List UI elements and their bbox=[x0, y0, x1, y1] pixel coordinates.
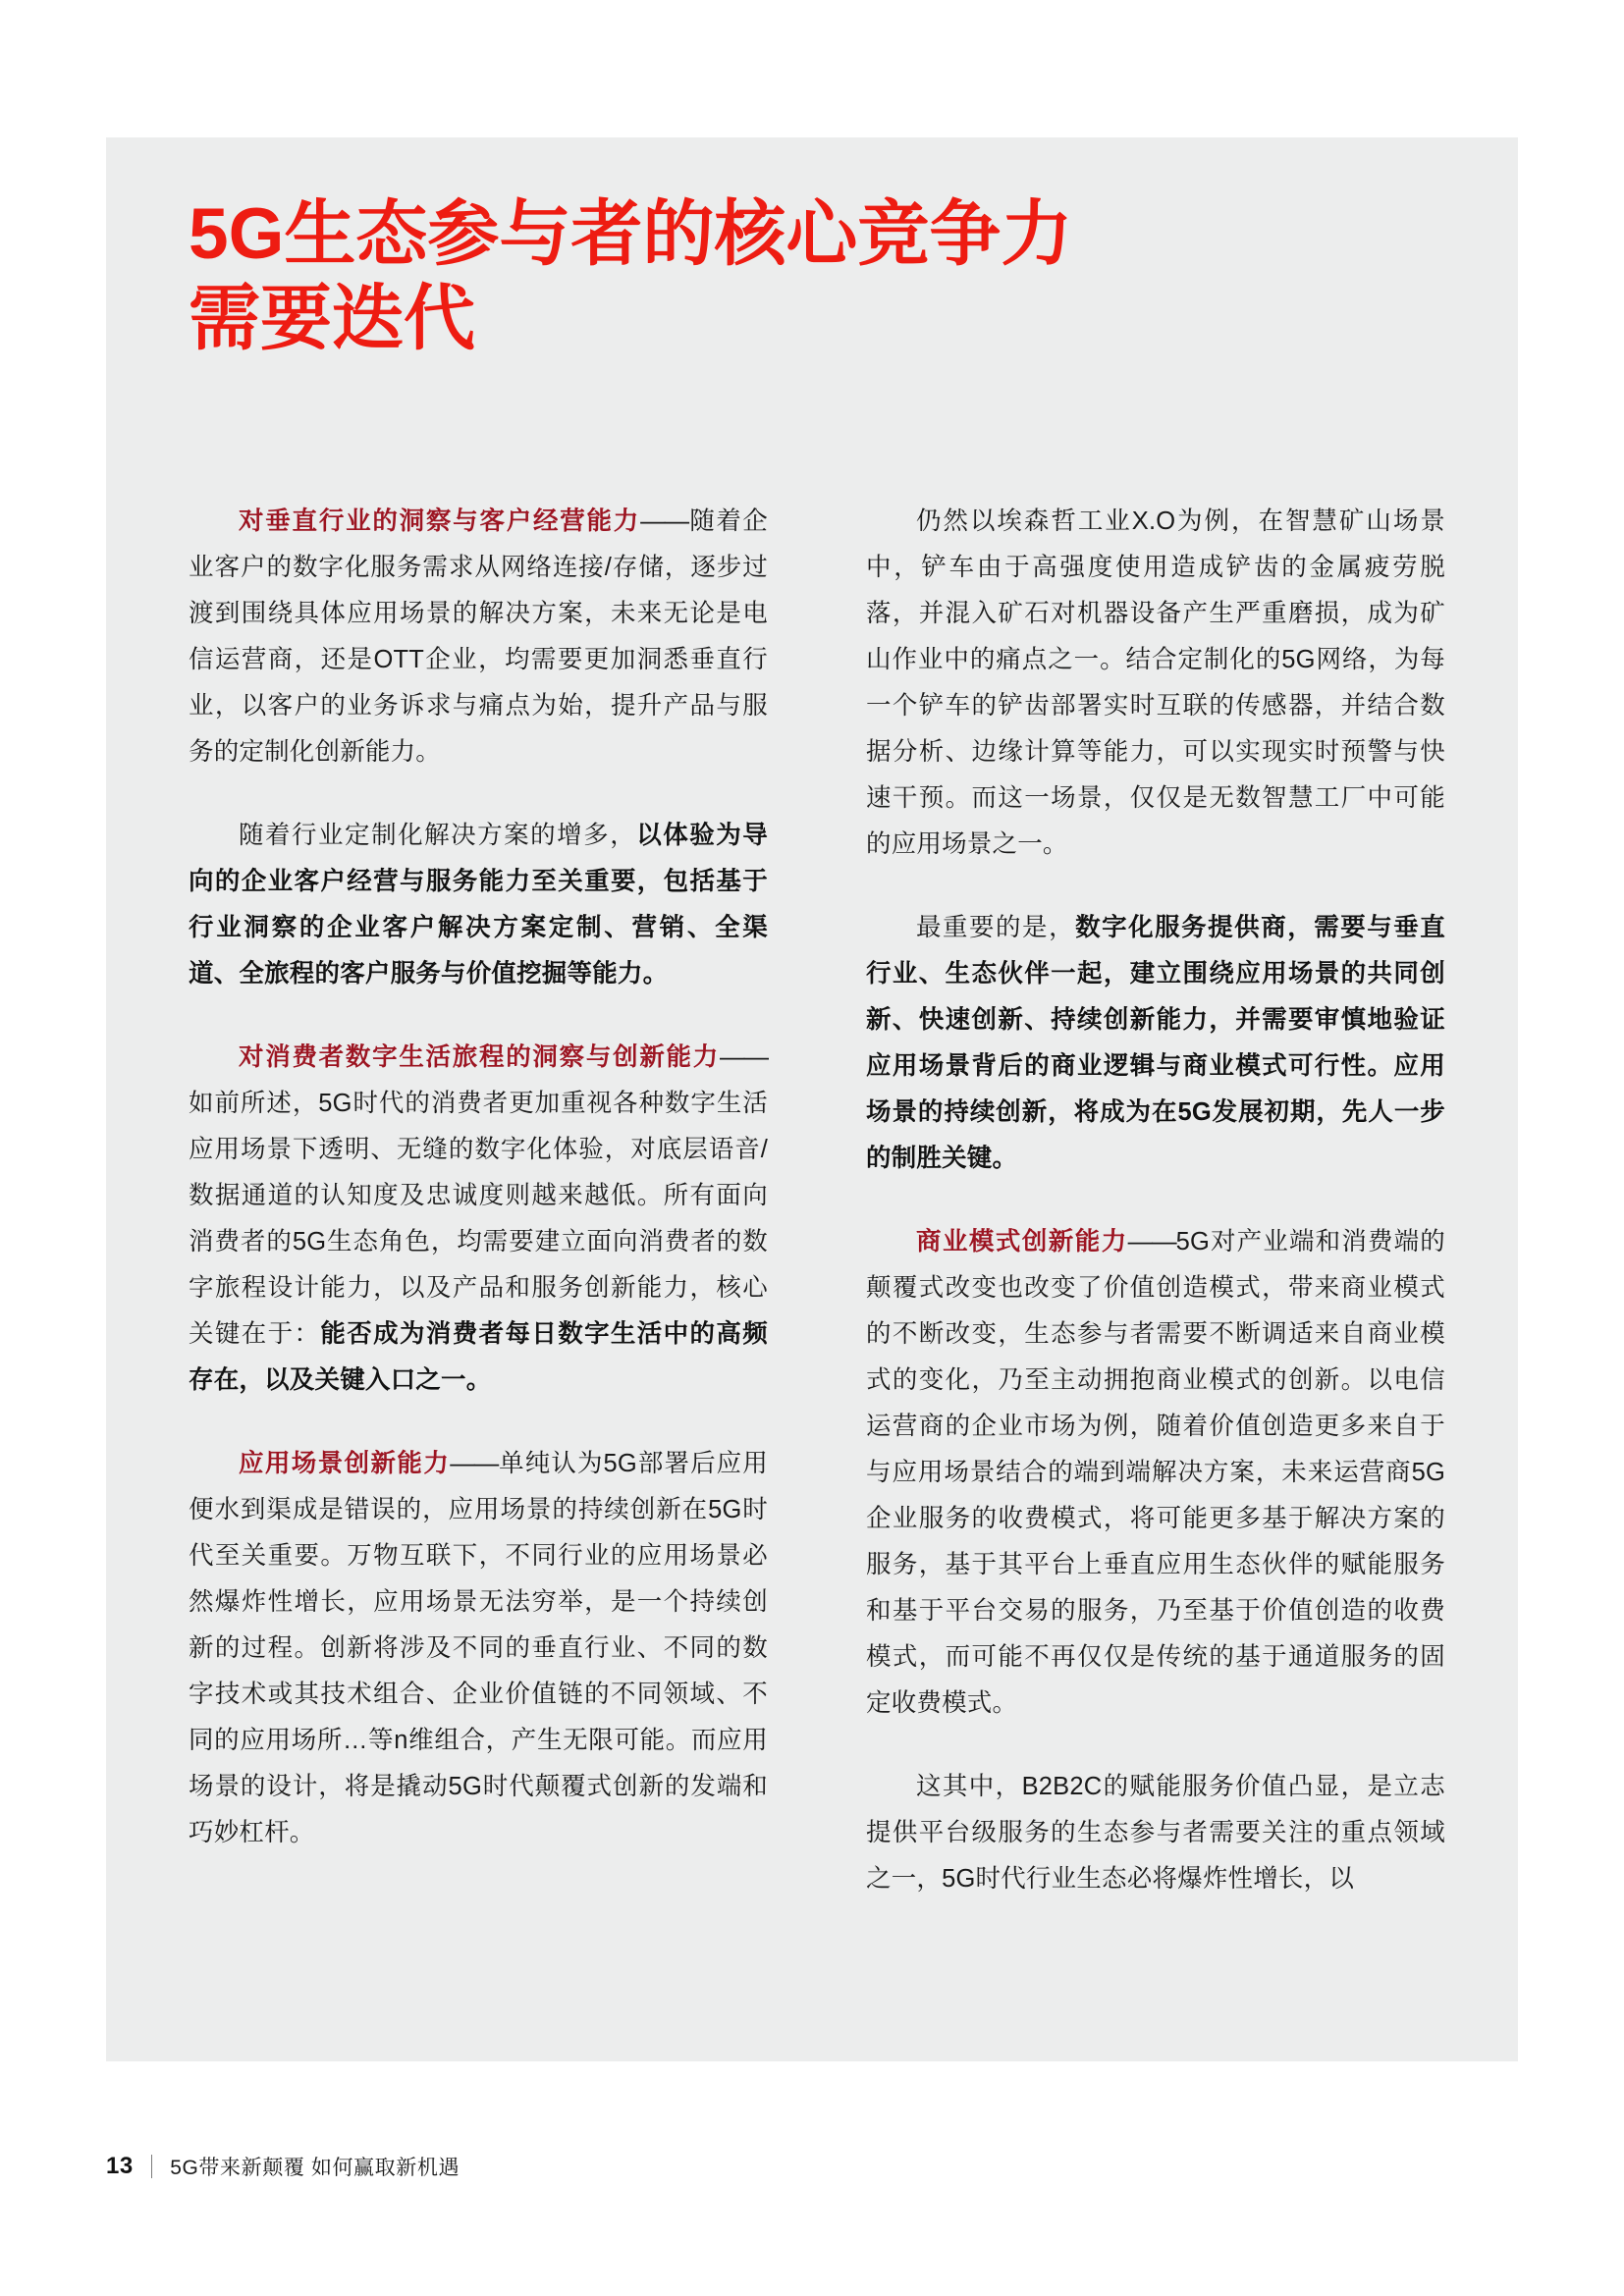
paragraph-scenario-innovation bbox=[189, 1441, 768, 1856]
page-footer bbox=[106, 2150, 460, 2183]
page-number: 13 bbox=[106, 2153, 134, 2179]
page-title-line-1: 5G生态参与者的核心竞争力 bbox=[189, 194, 1073, 274]
paragraph-most-important bbox=[866, 905, 1445, 1182]
paragraph-body: 随着企业客户的数字化服务需求从网络连接/存储，逐步过渡到围绕具体应用场景的解决方案，未来无论是电信运营商，还是OTT企业，均需要更加洞悉垂直行业，以客户的业务诉求与痛点为始，提升产品与服务的定制化创新能力。 bbox=[189, 507, 768, 766]
paragraph-body: 单纯认为5G部署后应用便水到渠成是错误的，应用场景的持续创新在5G时代至关重要。万物互联下，不同行业的应用场景必然爆炸性增长，应用场景无法穷举，是一个持续创新的过程。创新将涉及不同的垂直行业、不同的数字技术或其技术组合、企业价值链的不同领域、不同的应用场所…等n维组合，产生无限可能。而应用场景的设计，将是撬动5G时代颠覆式创新的发端和巧妙杠杆。 bbox=[189, 1450, 768, 1846]
section-heading-business-model: 商业模式创新能力 bbox=[916, 1228, 1128, 1255]
paragraph-emphasis: 能否成为消费者每日数字生活中的高频存在，以及关键入口之一。 bbox=[189, 1320, 768, 1394]
section-heading-consumer-journey: 对消费者数字生活旅程的洞察与创新能力 bbox=[239, 1043, 720, 1071]
paragraph-business-model-innovation bbox=[866, 1219, 1445, 1727]
page-title-line-2: 需要迭代 bbox=[189, 279, 475, 358]
section-heading-vertical-industry: 对垂直行业的洞察与客户经营能力 bbox=[239, 507, 641, 535]
paragraph-experience-oriented bbox=[189, 813, 768, 997]
section-heading-scenario-innovation: 应用场景创新能力 bbox=[239, 1450, 451, 1477]
paragraph-emphasis: 以体验为导向的企业客户经营与服务能力至关重要，包括基于行业洞察的企业客户解决方案定制、营销、全渠道、全旅程的客户服务与价值挖掘等能力。 bbox=[189, 822, 768, 988]
paragraph-body: 这其中，B2B2C的赋能服务价值凸显，是立志提供平台级服务的生态参与者需要关注的重点领域之一，5G时代行业生态必将爆炸性增长，以 bbox=[866, 1773, 1445, 1893]
paragraph-body: 5G对产业端和消费端的颠覆式改变也改变了价值创造模式，带来商业模式的不断改变，生态参与者需要不断调适来自商业模式的变化，乃至主动拥抱商业模式的创新。以电信运营商的企业市场为例，随着价值创造更多来自于与应用场景结合的端到端解决方案，未来运营商5G企业服务的收费模式，将可能更多基于解决方案的服务，基于其平台上垂直应用生态伙伴的赋能服务和基于平台交易的服务，乃至基于价值创造的收费模式，而可能不再仅仅是传统的基于通道服务的固定收费模式。 bbox=[866, 1228, 1445, 1717]
paragraph-b2b2c bbox=[866, 1764, 1445, 1902]
paragraph-consumer-digital-journey bbox=[189, 1035, 768, 1404]
article-columns bbox=[189, 499, 1445, 1902]
left-column bbox=[189, 499, 768, 1902]
paragraph-accenture-industry-x bbox=[866, 499, 1445, 868]
paragraph-body: 随着行业定制化解决方案的增多， bbox=[239, 822, 637, 849]
em-dash: —— bbox=[720, 1043, 768, 1071]
em-dash: —— bbox=[450, 1450, 499, 1477]
paragraph-body: 如前所述，5G时代的消费者更加重视各种数字生活应用场景下透明、无缝的数字化体验，对底层语音/数据通道的认知度及忠诚度则越来越低。所有面向消费者的5G生态角色，均需要建立面向消费者的数字旅程设计能力，以及产品和服务创新能力，核心关键在于： bbox=[189, 1090, 768, 1348]
paragraph-body: 最重要的是， bbox=[916, 914, 1076, 941]
footer-divider bbox=[151, 2155, 153, 2178]
paragraph-vertical-industry-insight bbox=[189, 499, 768, 775]
paragraph-emphasis: 数字化服务提供商，需要与垂直行业、生态伙伴一起，建立围绕应用场景的共同创新、快速创新、持续创新能力，并需要审慎地验证应用场景背后的商业逻辑与商业模式可行性。应用场景的持续创新，将成为在5G发展初期，先人一步的制胜关键。 bbox=[866, 914, 1445, 1172]
page-title bbox=[189, 192, 1269, 361]
paragraph-body: 仍然以埃森哲工业X.O为例，在智慧矿山场景中，铲车由于高强度使用造成铲齿的金属疲劳脱落，并混入矿石对机器设备产生严重磨损，成为矿山作业中的痛点之一。结合定制化的5G网络，为每一个铲车的铲齿部署实时互联的传感器，并结合数据分析、边缘计算等能力，可以实现实时预警与快速干预。而这一场景，仅仅是无数智慧工厂中可能的应用场景之一。 bbox=[866, 507, 1445, 858]
em-dash: —— bbox=[640, 507, 689, 535]
right-column bbox=[866, 499, 1445, 1902]
footer-document-title: 5G带来新颠覆 如何赢取新机遇 bbox=[170, 2157, 460, 2179]
em-dash: —— bbox=[1127, 1228, 1176, 1255]
